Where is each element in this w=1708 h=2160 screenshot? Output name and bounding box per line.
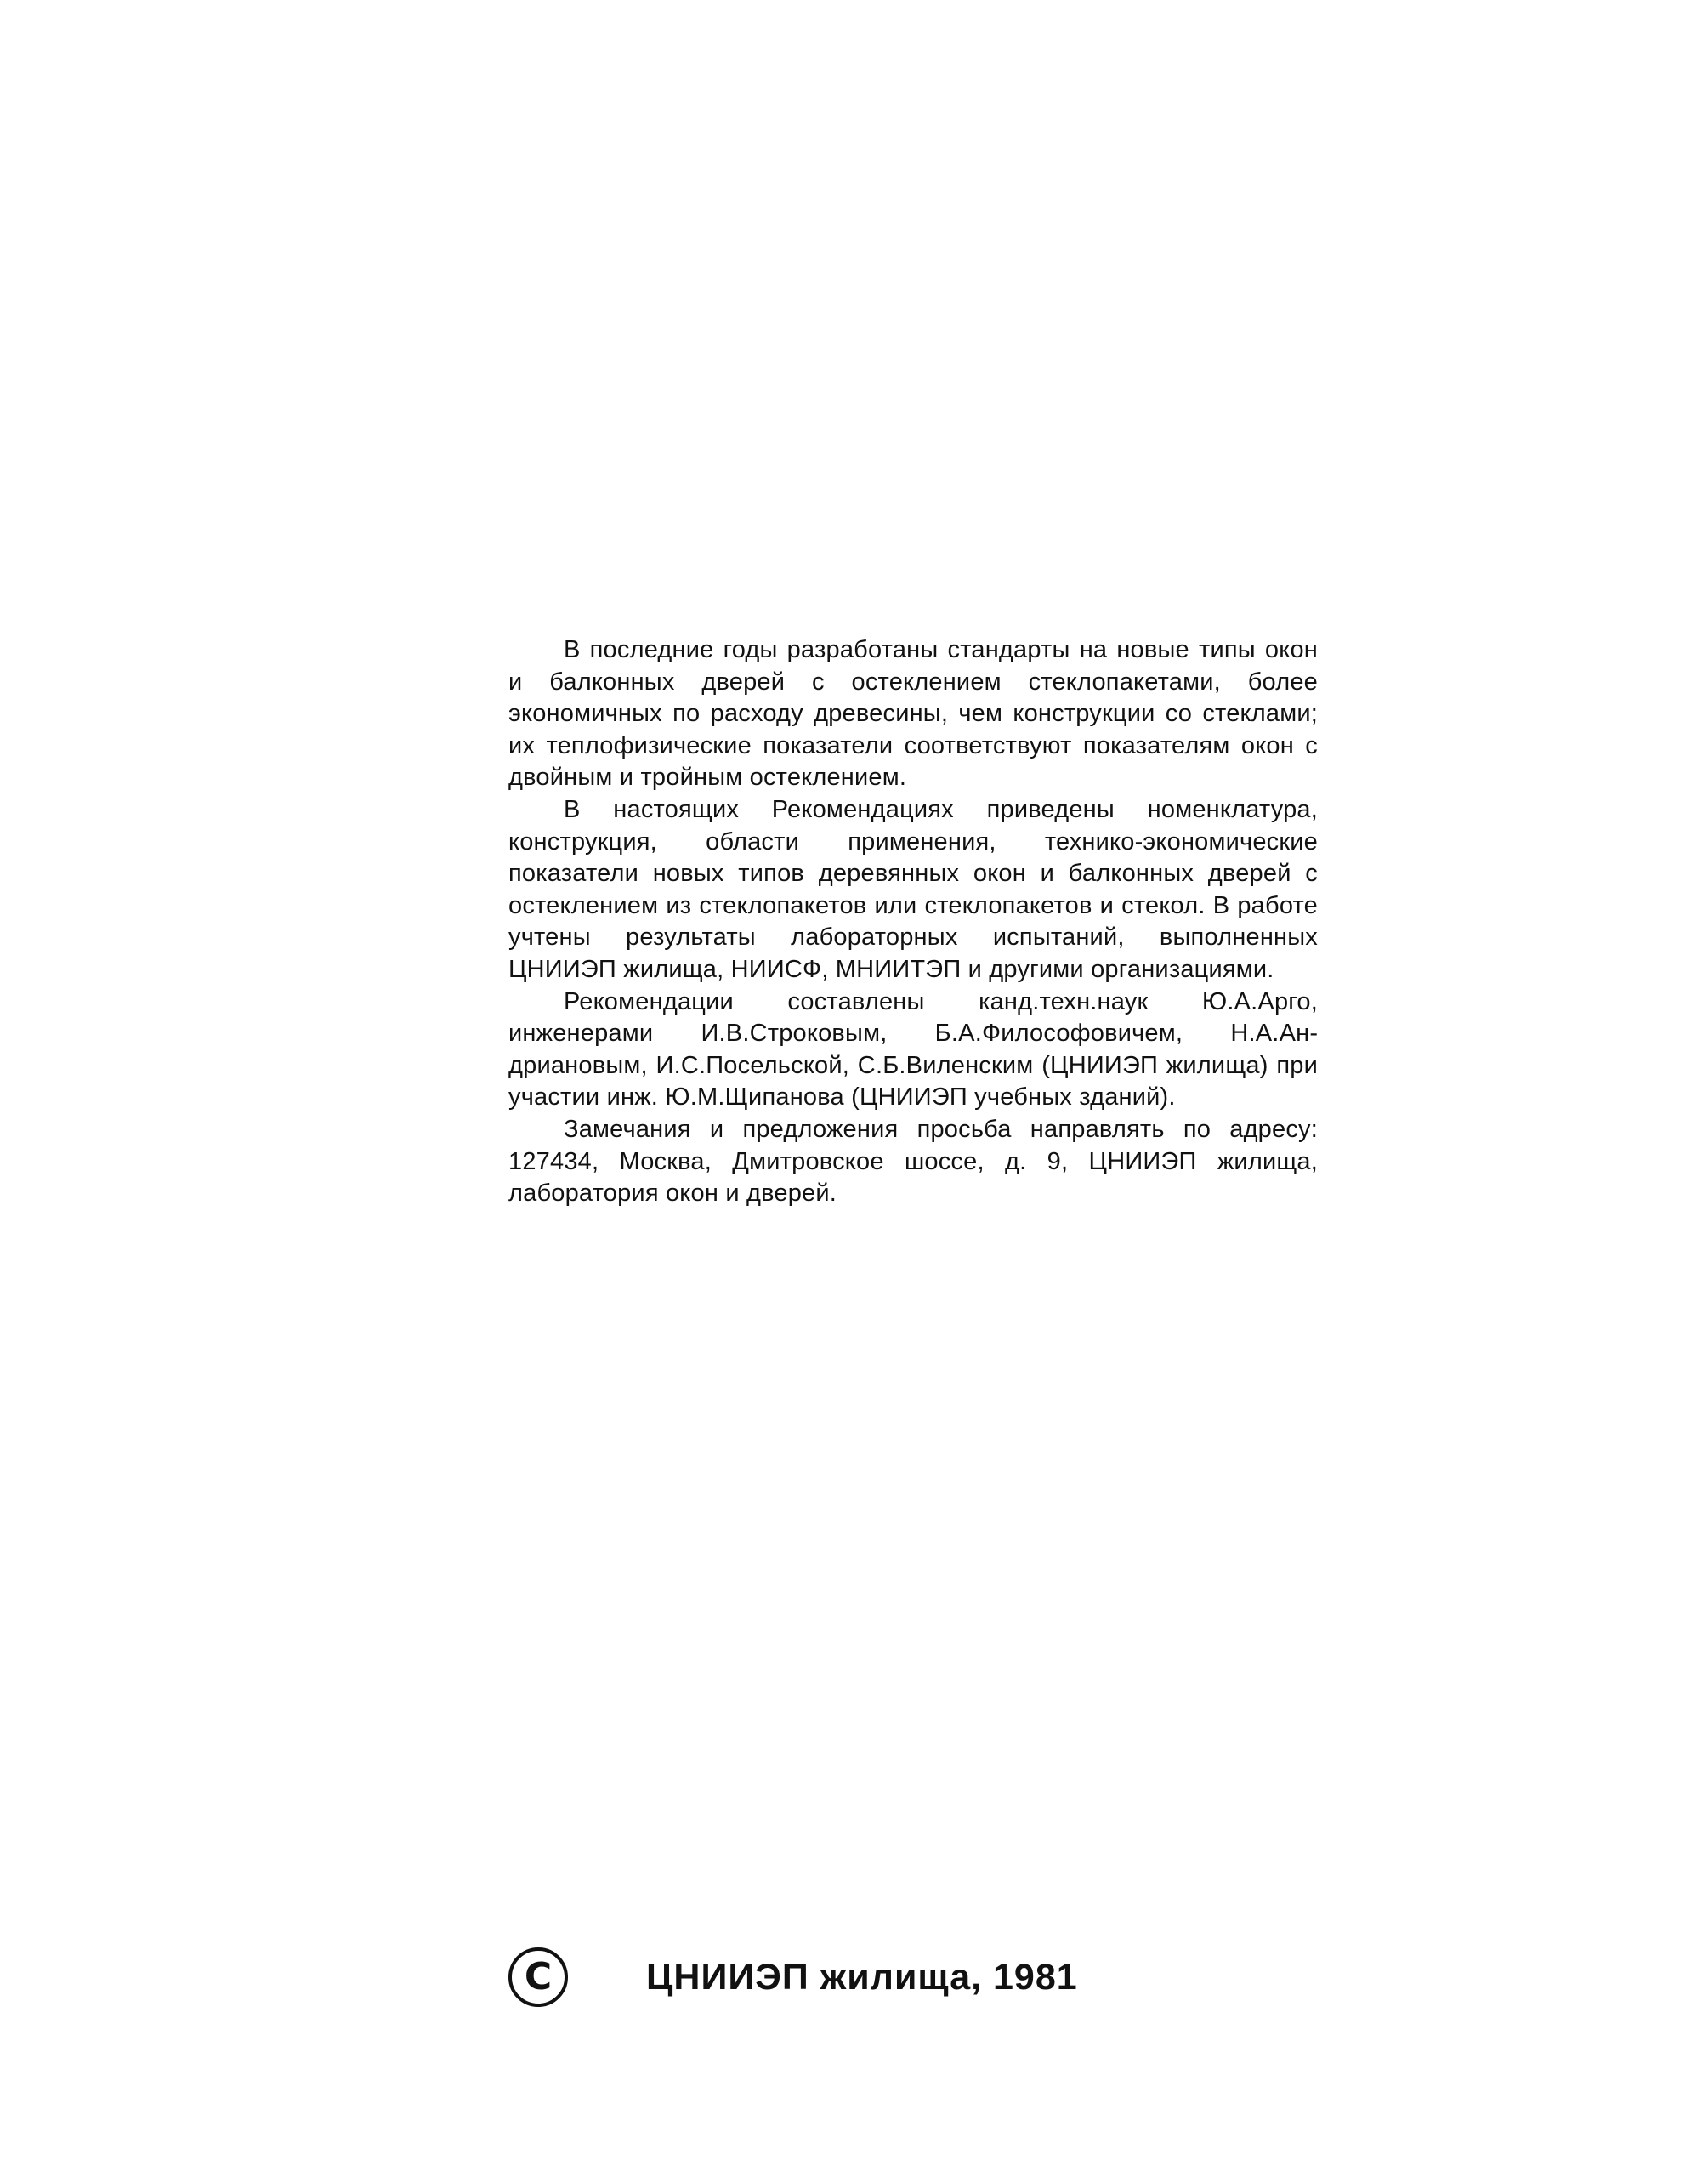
paragraph-authors: Рекомендации составлены канд.техн.наук Ю.А.Арго, инженерами И.В.Строковым, Б.А.Философовичем, Н.А.Андриановым, И.С.Посельской, С.Б.Виленским (ЦНИИЭП жилища) при участии инж. Ю.М.Щипанова (ЦНИИЭП учебных зданий). <box>508 987 1318 1111</box>
paragraph-contents: В настоящих Рекомендациях приведены номенклатура, конструкция, области применения, технико-экономические показатели новых типов деревянных окон и балконных дверей с остеклением из стеклопакетов или стеклопакетов и стекол. В работе учтены результаты лабораторных испытаний, выполненных ЦНИИЭП жилища, НИИСФ, МНИИТЭП и другими организациями. <box>508 795 1318 983</box>
copyright-text: ЦНИИЭП жилища, 1981 <box>646 1956 1078 1998</box>
body-text <box>508 634 1318 1210</box>
copyright-icon <box>508 1947 568 2007</box>
copyright-symbol: C <box>524 1955 553 1998</box>
paragraph-feedback: Замечания и предложения просьба направлять по адресу: 127434, Москва, Дмитровское шоссе, д. 9, ЦНИИЭП жилища, лаборатория окон и дверей. <box>508 1115 1318 1208</box>
copyright-line <box>508 1943 1274 2011</box>
paragraph-standards: В последние годы разработаны стандарты на новые типы окон и балконных дверей с остеклением стеклопакетами, более экономичных по расходу древесины, чем конструкции со стеклами; их теплофизические показатели соответствуют показателям окон с двойным и тройным остеклением. <box>508 636 1318 792</box>
